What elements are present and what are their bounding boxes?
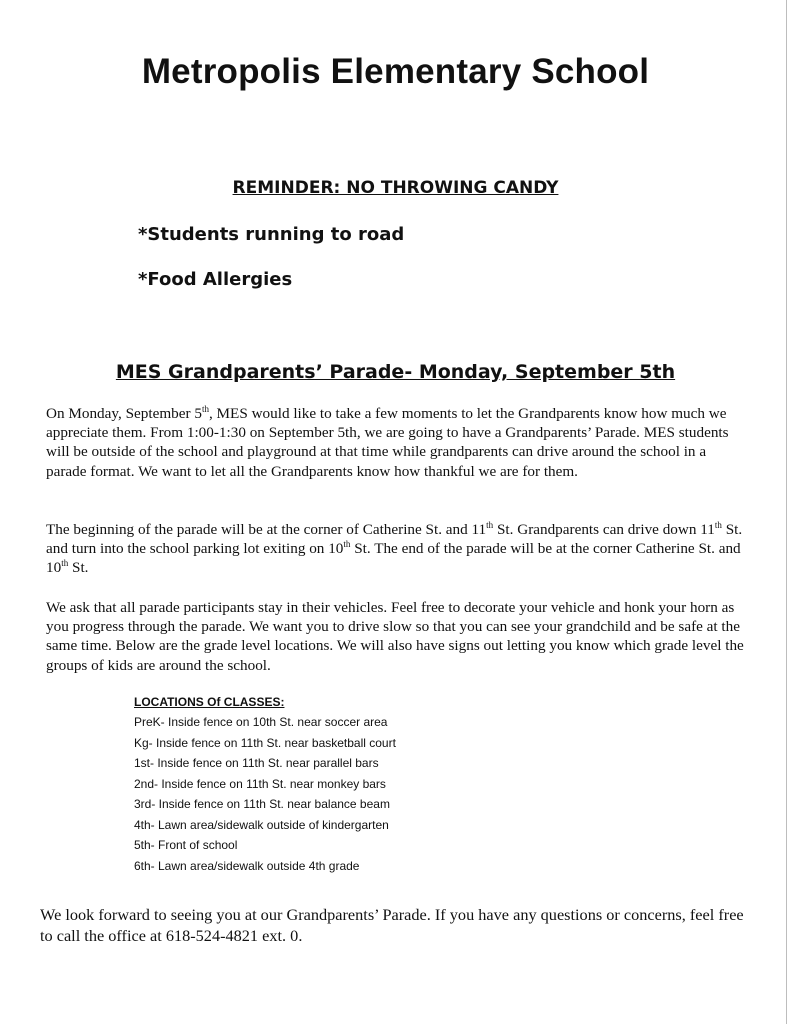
location-item: PreK- Inside fence on 10th St. near soccer area bbox=[134, 715, 388, 729]
intro-paragraph: On Monday, September 5th, MES would like to take a few moments to let the Grandparents know how much we appreciate them. From 1:00-1:30 on September 5th, we are going to have a Grandparents’ Parade. MES students will be outside of the school and playground at that time while grandparents can drive around the school in a parade format. We want to let all the Grandparents know how thankful we are for them. bbox=[46, 403, 729, 480]
school-title: Metropolis Elementary School bbox=[141, 52, 650, 91]
location-item: 4th- Lawn area/sidewalk outside of kindergarten bbox=[134, 817, 389, 832]
location-item: Kg- Inside fence on 11th St. near basketball court bbox=[134, 735, 396, 750]
class-locations bbox=[134, 692, 396, 876]
reminder-item: *Food Allergies bbox=[138, 269, 293, 290]
participant-instructions-paragraph: We ask that all parade participants stay in their vehicles. Feel free to decorate your vehicle and honk your horn as you progress through the parade. We want you to drive slow so that you can see your grandchild and be safe at the same time. Below are the grade level locations. We will also have signs out letting you know which grade level the groups of kids are around the school. bbox=[46, 599, 744, 674]
locations-list bbox=[134, 712, 396, 876]
location-item: 1st- Inside fence on 11th St. near parallel bars bbox=[134, 756, 379, 770]
reminder-heading: REMINDER: NO THROWING CANDY bbox=[232, 178, 559, 198]
location-item: 2nd- Inside fence on 11th St. near monkey bars bbox=[134, 776, 386, 791]
location-item: 6th- Lawn area/sidewalk outside 4th grade bbox=[134, 858, 360, 873]
event-title: MES Grandparents’ Parade- Monday, September 5th bbox=[115, 361, 676, 383]
location-item: 5th- Front of school bbox=[134, 838, 238, 852]
closing-paragraph: We look forward to seeing you at our Grandparents’ Parade. If you have any questions or concerns, feel free to call the office at 618-524-4821 ext. 0. bbox=[40, 905, 744, 945]
route-paragraph: The beginning of the parade will be at the corner of Catherine St. and 11th St. Grandparents can drive down 11th St. and turn into the school parking lot exiting on 10th St. The end of the parade will be at the corner Catherine St. and 10th St. bbox=[46, 519, 743, 577]
location-item: 3rd- Inside fence on 11th St. near balance beam bbox=[134, 797, 390, 811]
reminder-item: *Students running to road bbox=[138, 224, 405, 245]
scan-edge-line bbox=[786, 0, 787, 1024]
locations-heading: LOCATIONS Of CLASSES: bbox=[134, 695, 285, 709]
